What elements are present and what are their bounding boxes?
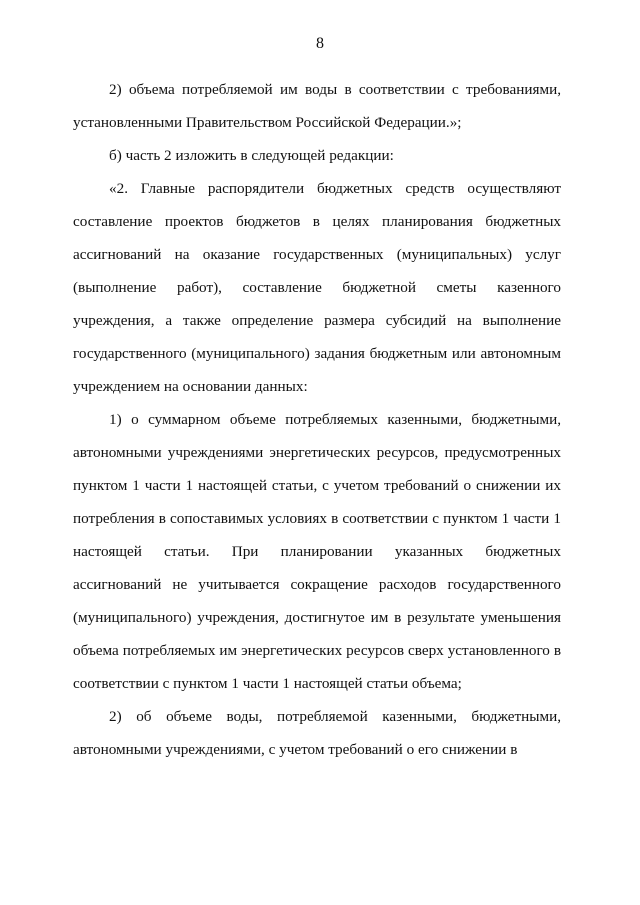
document-body [73,73,561,766]
page-number: 8 [316,35,324,52]
paragraph-water-volume-requirements: 2) объема потребляемой им воды в соответствии с требованиями, установленными Правительством Российской Федерации.»; [73,81,561,131]
paragraph-part-2-amendment: б) часть 2 изложить в следующей редакции: [109,147,394,164]
paragraph-budget-managers: «2. Главные распорядители бюджетных средств осуществляют составление проектов бюджетов в целях планирования бюджетных ассигнований на оказание государственных (муниципальных) услуг (выполнение работ), составление бюджетной сметы казенного учреждения, а также определение размера субсидий на выполнение государственного (муниципального) задания бюджетным или автономным учреждением на основании данных: [73,180,561,395]
paragraph-energy-resources: 1) о суммарном объеме потребляемых казенными, бюджетными, автономными учреждениями энергетических ресурсов, предусмотренных пунктом 1 части 1 настоящей статьи, с учетом требований о снижении их потребления в сопоставимых условиях в соответствии с пунктом 1 части 1 настоящей статьи. При планировании указанных бюджетных ассигнований не учитывается сокращение расходов государственного (муниципального) учреждения, достигнутое им в результате уменьшения объема потребляемых им энергетических ресурсов сверх установленного в соответствии с пунктом 1 части 1 настоящей статьи объема; [73,411,561,692]
paragraph-water-consumption: 2) об объеме воды, потребляемой казенными, бюджетными, автономными учреждениями, с учетом требований о его снижении в [73,708,561,758]
